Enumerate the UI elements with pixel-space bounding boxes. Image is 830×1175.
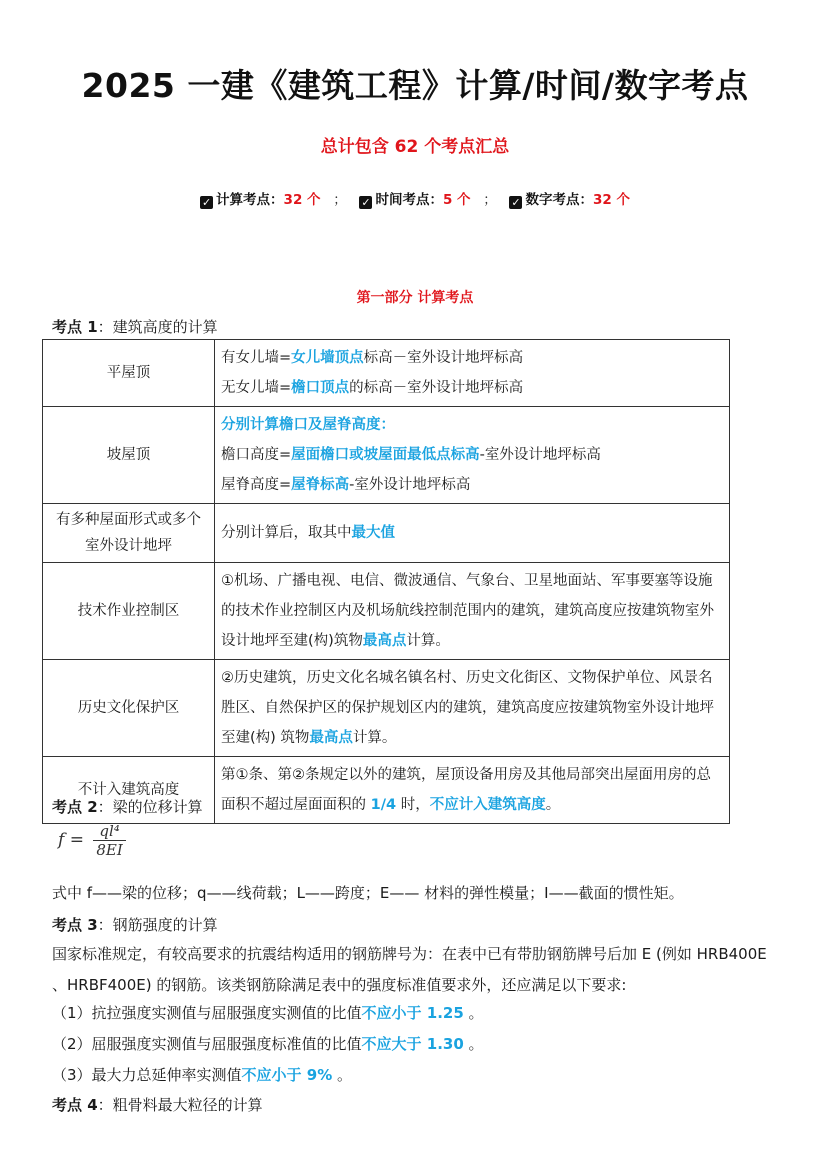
section-number: 考点 4 [52,1096,98,1114]
table-cell: 平屋顶 [43,340,215,407]
checkbox-icon: ✓ [511,196,521,209]
summary-label: 计算考点： [216,192,284,208]
table-cell: 坡屋顶 [43,407,215,504]
table-cell: 分别计算后，取其中最大值 [215,504,730,563]
summary-label: 时间考点： [375,192,443,208]
table-cell: 历史文化保护区 [43,660,215,757]
checkbox-icon: ✓ [361,196,371,209]
list-item: （3）最大力总延伸率实测值不应小于 9% 。 [52,1066,353,1084]
table-row [43,660,730,757]
summary-count: 5 个 [442,192,471,208]
list-item: （1）抗拉强度实测值与屈服强度实测值的比值不应小于 1.25 。 [52,1004,484,1022]
part-title: 第一部分 计算考点 [356,290,474,306]
checkbox-icon: ✓ [201,196,212,209]
summary-separator: ； [483,192,497,208]
section-heading [52,1094,263,1115]
list-item: （2）屈服强度实测值与屈服强度标准值的比值不应大于 1.30 。 [52,1035,484,1053]
table-row [43,340,730,407]
summary-separator: ； [333,192,347,208]
section-heading [52,914,218,935]
table-row [43,407,730,504]
table-cell: 有女儿墙=女儿墙顶点标高－室外设计地坪标高 无女儿墙=檐口顶点的标高－室外设计地坪标高 [215,340,730,407]
summary-line [0,188,830,209]
formula-description: 式中 f——梁的位移；q——线荷载；L——跨度；E—— 材料的弹性模量；I——截面的惯性矩。 [52,884,684,902]
summary-count: 32 个 [592,192,630,208]
section-title: ：钢筋强度的计算 [97,916,218,934]
table-cell: 分别计算檐口及屋脊高度： 檐口高度=屋面檐口或坡屋面最低点标高-室外设计地坪标高 屋脊高度=屋脊标高-室外设计地坪标高 [215,407,730,504]
page-title: 2025 一建《建筑工程》计算/时间/数字考点 [81,66,749,105]
table-cell: 第①条、第②条规定以外的建筑，屋顶设备用房及其他局部突出屋面用房的总面积不超过屋面面积的 1/4 时，不应计入建筑高度。 [215,757,730,824]
section-title: ：粗骨料最大粒径的计算 [97,1096,263,1114]
section-heading [52,796,203,817]
rebar-intro: 国家标准规定，有较高要求的抗震结构适用的钢筋牌号为：在表中已有带肋钢筋牌号后加 E (例如 HRB400E 、HRBF400E) 的钢筋。该类钢筋除满足表中的强度标准值要求外，还应满足以下要求: [52,945,767,994]
table-cell: 不计入建筑高度 [43,757,215,824]
building-height-table [42,339,730,824]
table-cell: 技术作业控制区 [43,563,215,660]
section-number: 考点 1 [52,318,98,336]
deflection-formula: f = $\frac{\text{ql⁴}}{8EI}$ [58,822,126,859]
summary-count: 32 个 [283,192,321,208]
table-row [43,563,730,660]
summary-label: 数字考点： [525,192,593,208]
section-number: 考点 2 [52,798,98,816]
table-cell: ①机场、广播电视、电信、微波通信、气象台、卫星地面站、军事要塞等设施的技术作业控制区内及机场航线控制范围内的建筑，建筑高度应按建筑物室外设计地坪至建(构)筑物最高点计算。 [215,563,730,660]
section-title: ：梁的位移计算 [97,798,203,816]
table-row [43,504,730,563]
section-number: 考点 3 [52,916,98,934]
table-cell: 有多种屋面形式或多个室外设计地坪 [43,504,215,563]
page-subtitle: 总计包含 62 个考点汇总 [320,137,510,157]
section-heading [52,316,218,337]
table-cell: ②历史建筑，历史文化名城名镇名村、历史文化街区、文物保护单位、风景名胜区、自然保护区的保护规划区内的建筑，建筑高度应按建筑物室外设计地坪至建(构) 筑物最高点计算。 [215,660,730,757]
section-title: ：建筑高度的计算 [97,318,218,336]
